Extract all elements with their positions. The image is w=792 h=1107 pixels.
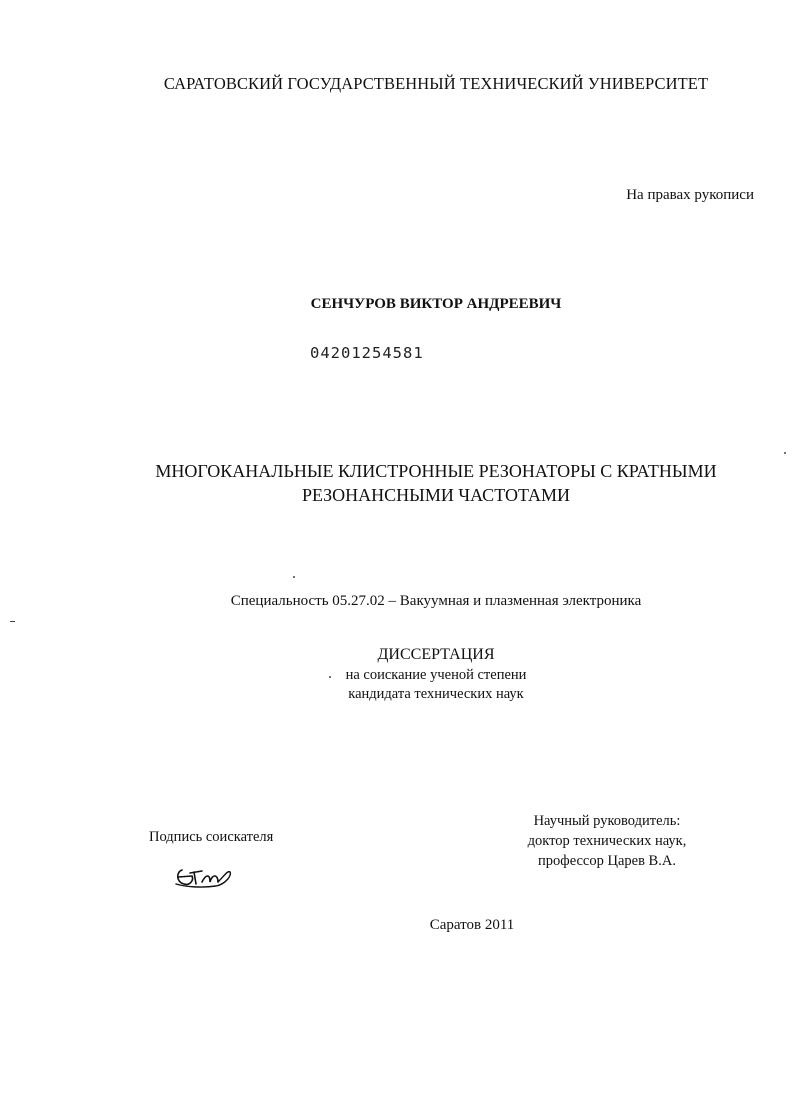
supervisor-line-1: Научный руководитель: [533, 813, 681, 829]
specialty: Специальность 05.27.02 – Вакуумная и плазменная электроника [230, 593, 642, 609]
supervisor-block [507, 811, 707, 871]
city-year: Саратов 2011 [429, 917, 515, 933]
university-name: САРАТОВСКИЙ ГОСУДАРСТВЕННЫЙ ТЕХНИЧЕСКИЙ УНИВЕРСИТЕТ [163, 74, 709, 93]
manuscript-note: На правах рукописи [626, 187, 754, 203]
degree-line-1: на соискание ученой степени [345, 667, 527, 683]
handwritten-signature-icon [172, 862, 234, 892]
dissertation-heading: ДИССЕРТАЦИЯ [377, 646, 495, 663]
dissertation-title [0, 459, 792, 507]
scan-speck [10, 621, 15, 622]
supervisor-line-3: профессор Царев В.А. [538, 853, 676, 869]
scan-speck [293, 576, 295, 578]
registration-code: 04201254581 [310, 344, 424, 362]
signature-label: Подпись соискателя [149, 829, 274, 845]
title-line-2: РЕЗОНАНСНЫМИ ЧАСТОТАМИ [301, 485, 571, 505]
signature [172, 862, 234, 897]
title-line-1: МНОГОКАНАЛЬНЫЕ КЛИСТРОННЫЕ РЕЗОНАТОРЫ С КРАТНЫМИ [155, 461, 717, 481]
scan-speck [329, 676, 331, 678]
degree-line-2: кандидата технических наук [348, 686, 524, 702]
supervisor-line-2: доктор технических наук, [527, 833, 687, 849]
author-name: СЕНЧУРОВ ВИКТОР АНДРЕЕВИЧ [310, 296, 562, 312]
scan-speck [784, 452, 786, 454]
